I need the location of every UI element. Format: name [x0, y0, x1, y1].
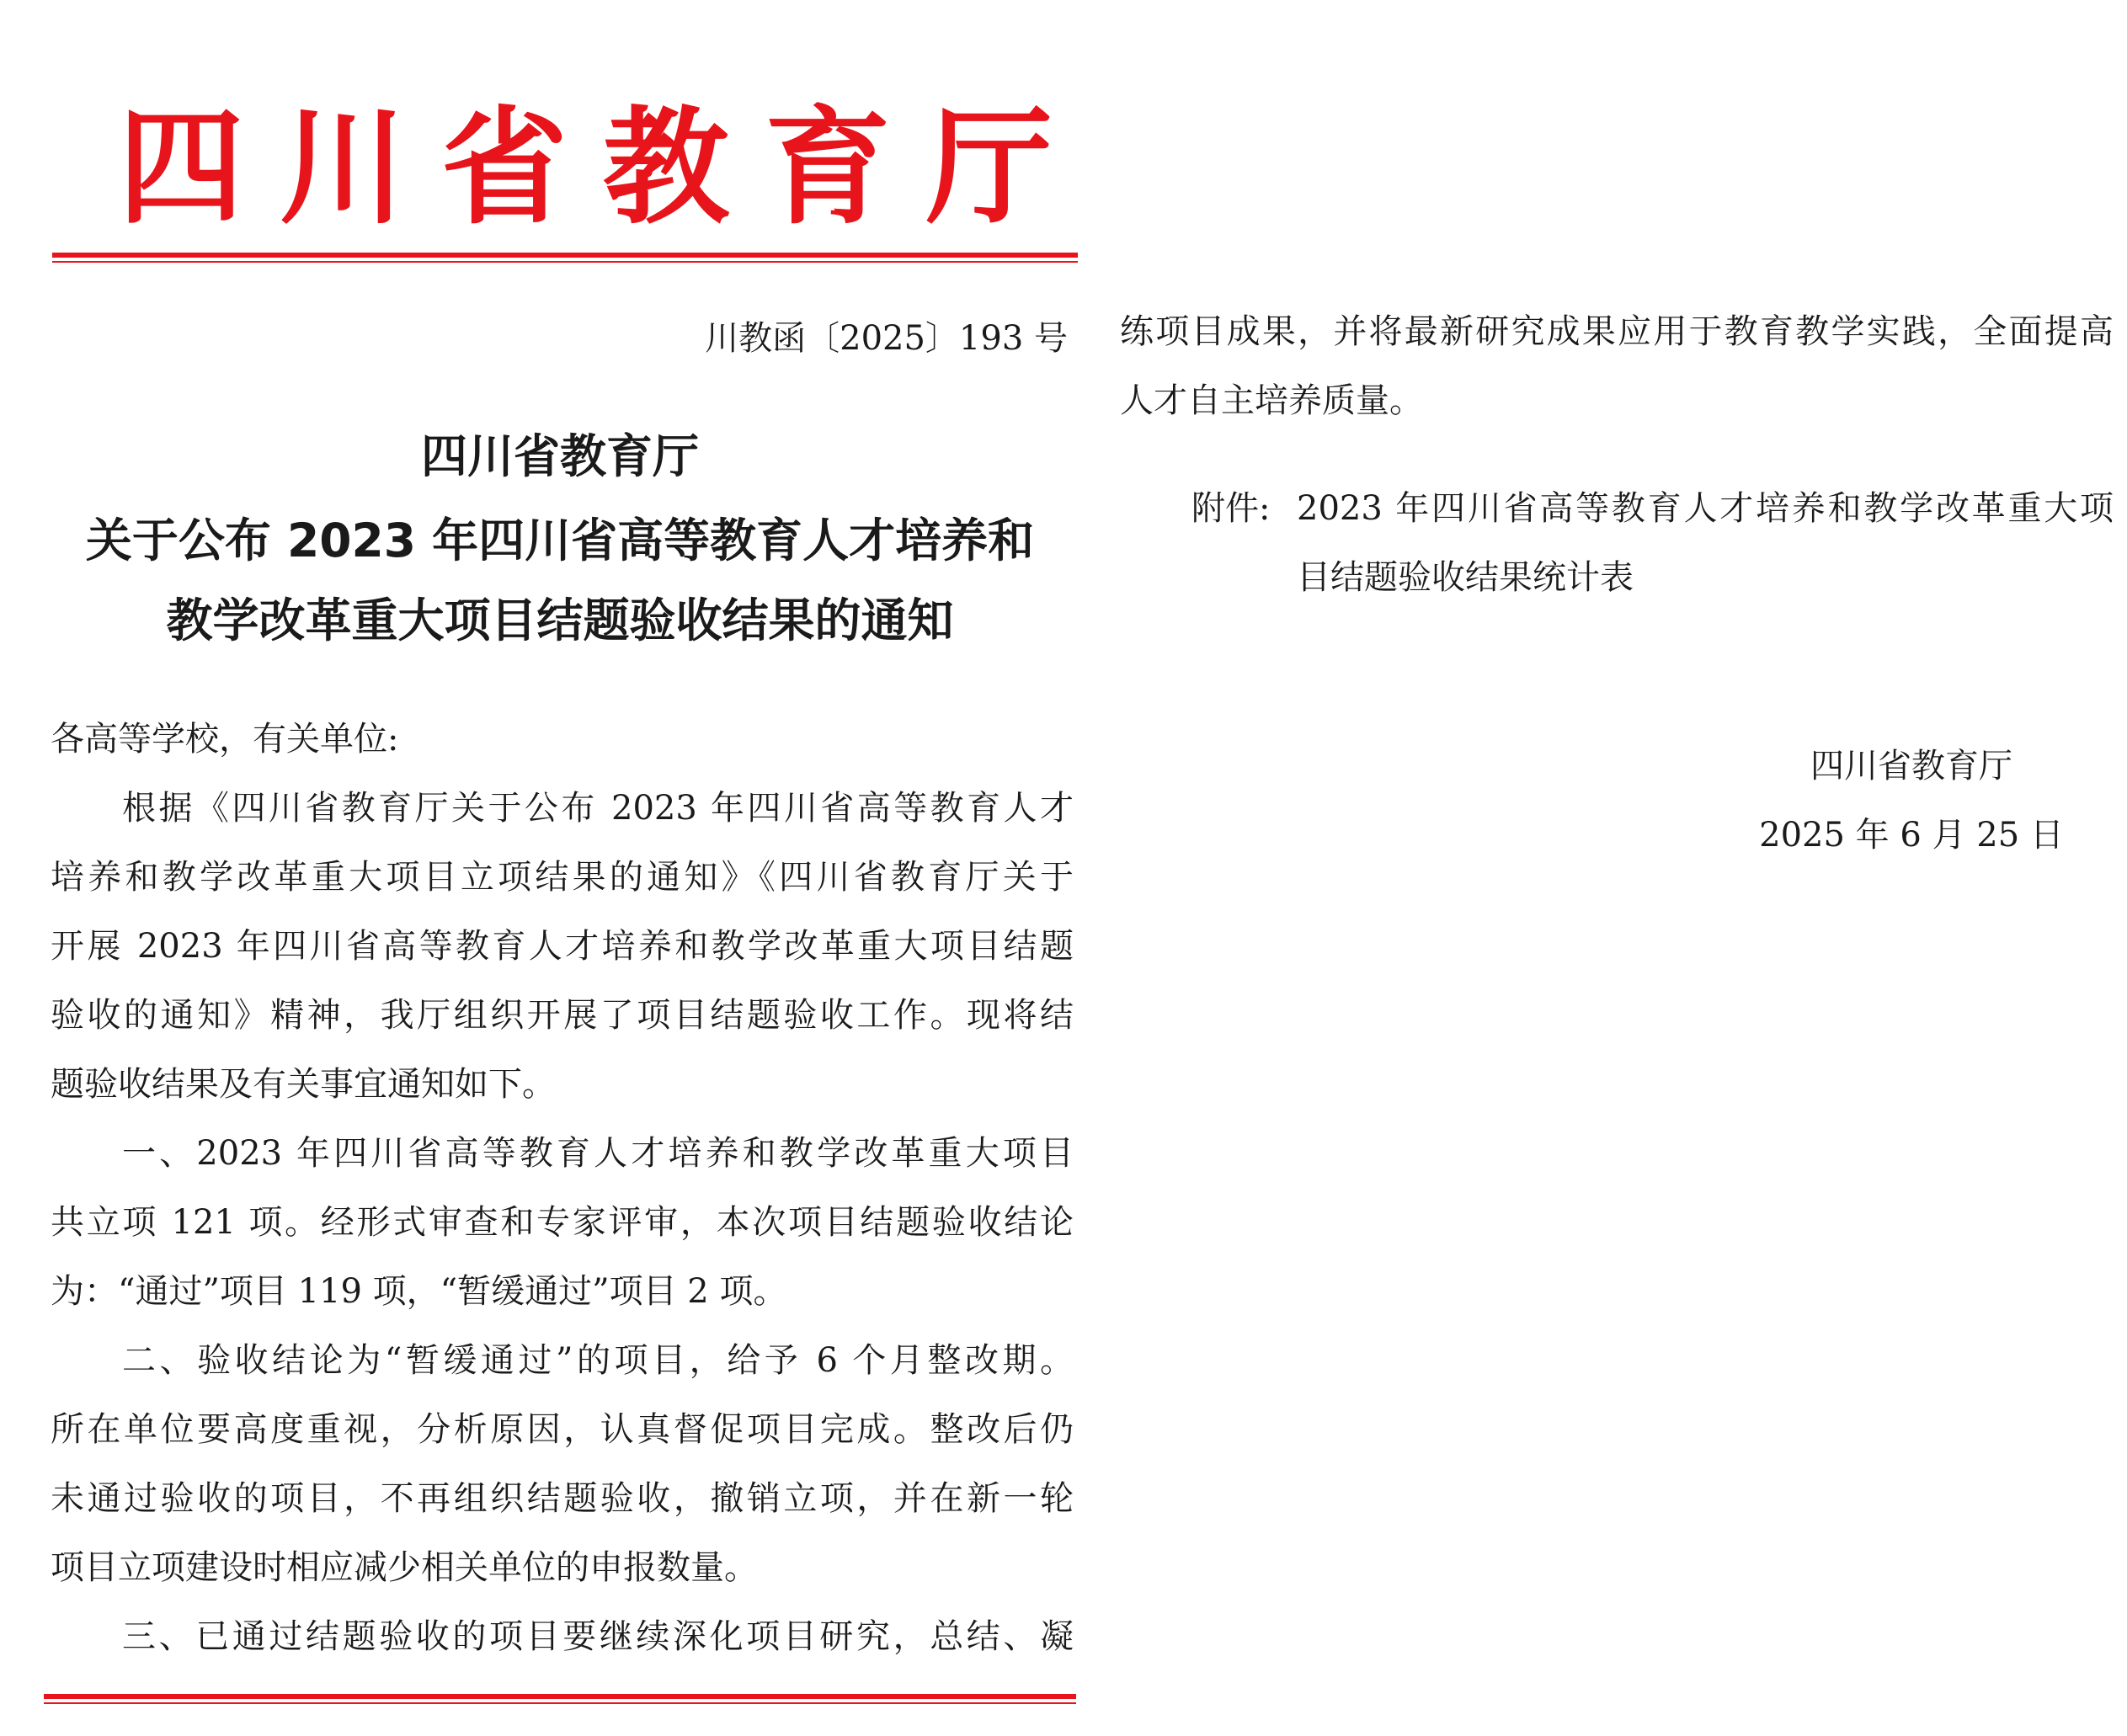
masthead-char: 省 [440, 95, 568, 242]
masthead-char: 教 [602, 95, 729, 242]
document-title-line-2: 关于公布 2023 年四川省高等教育人才培养和 [85, 514, 1035, 567]
footer-red-rule [44, 1694, 1076, 1704]
masthead-char: 厅 [925, 95, 1053, 242]
body-line: 共立项 121 项。经形式审查和专家评审，本次项目结题验收结论 [51, 1203, 1074, 1242]
masthead-char: 四 [118, 95, 245, 242]
issue-date: 2025 年 6 月 25 日 [1759, 816, 2064, 855]
body-line: 题验收结果及有关事宜通知如下。 [51, 1065, 556, 1104]
body-line: 为：“通过”项目 119 项，“暂缓通过”项目 2 项。 [51, 1272, 787, 1311]
body-line: 二、验收结论为“暂缓通过”的项目，给予 6 个月整改期。 [122, 1341, 1074, 1380]
salutation: 各高等学校，有关单位: [51, 720, 399, 759]
body-line: 三、已通过结题验收的项目要继续深化项目研究，总结、凝 [122, 1617, 1074, 1656]
continuation-line: 练项目成果，并将最新研究成果应用于教育教学实践，全面提高 [1120, 312, 2114, 351]
masthead-title [118, 88, 1053, 248]
body-line: 根据《四川省教育厅关于公布 2023 年四川省高等教育人才 [122, 789, 1074, 828]
document-title-line-3: 教学改革重大项目结题验收结果的通知 [166, 594, 954, 647]
body-line: 所在单位要高度重视，分析原因，认真督促项目完成。整改后仍 [51, 1410, 1074, 1449]
attachment-title-line-2: 目结题验收结果统计表 [1297, 558, 1634, 597]
body-line: 项目立项建设时相应减少相关单位的申报数量。 [51, 1548, 758, 1587]
masthead-char: 育 [764, 95, 891, 242]
body-line: 未通过验收的项目，不再组织结题验收，撤销立项，并在新一轮 [51, 1479, 1074, 1518]
attachment-title-line-1: 2023 年四川省高等教育人才培养和教学改革重大项 [1297, 489, 2114, 528]
masthead-char: 川 [279, 95, 406, 242]
attachment-label: 附件: [1191, 489, 1271, 528]
document-page-2 [1086, 0, 2127, 1736]
document-title-line-1: 四川省教育厅 [420, 429, 699, 483]
body-line: 培养和教学改革重大项目立项结果的通知》《四川省教育厅关于 [51, 858, 1074, 897]
body-line: 一、2023 年四川省高等教育人才培养和教学改革重大项目 [122, 1134, 1074, 1173]
body-line: 验收的通知》精神，我厅组织开展了项目结题验收工作。现将结 [51, 996, 1074, 1035]
continuation-line: 人才自主培养质量。 [1120, 381, 1423, 420]
issuer-signature: 四川省教育厅 [1810, 747, 2012, 785]
body-line: 开展 2023 年四川省高等教育人才培养和教学改革重大项目结题 [51, 927, 1074, 966]
document-number: 川教函〔2025〕193 号 [705, 319, 1068, 358]
masthead-red-rule [52, 253, 1078, 263]
